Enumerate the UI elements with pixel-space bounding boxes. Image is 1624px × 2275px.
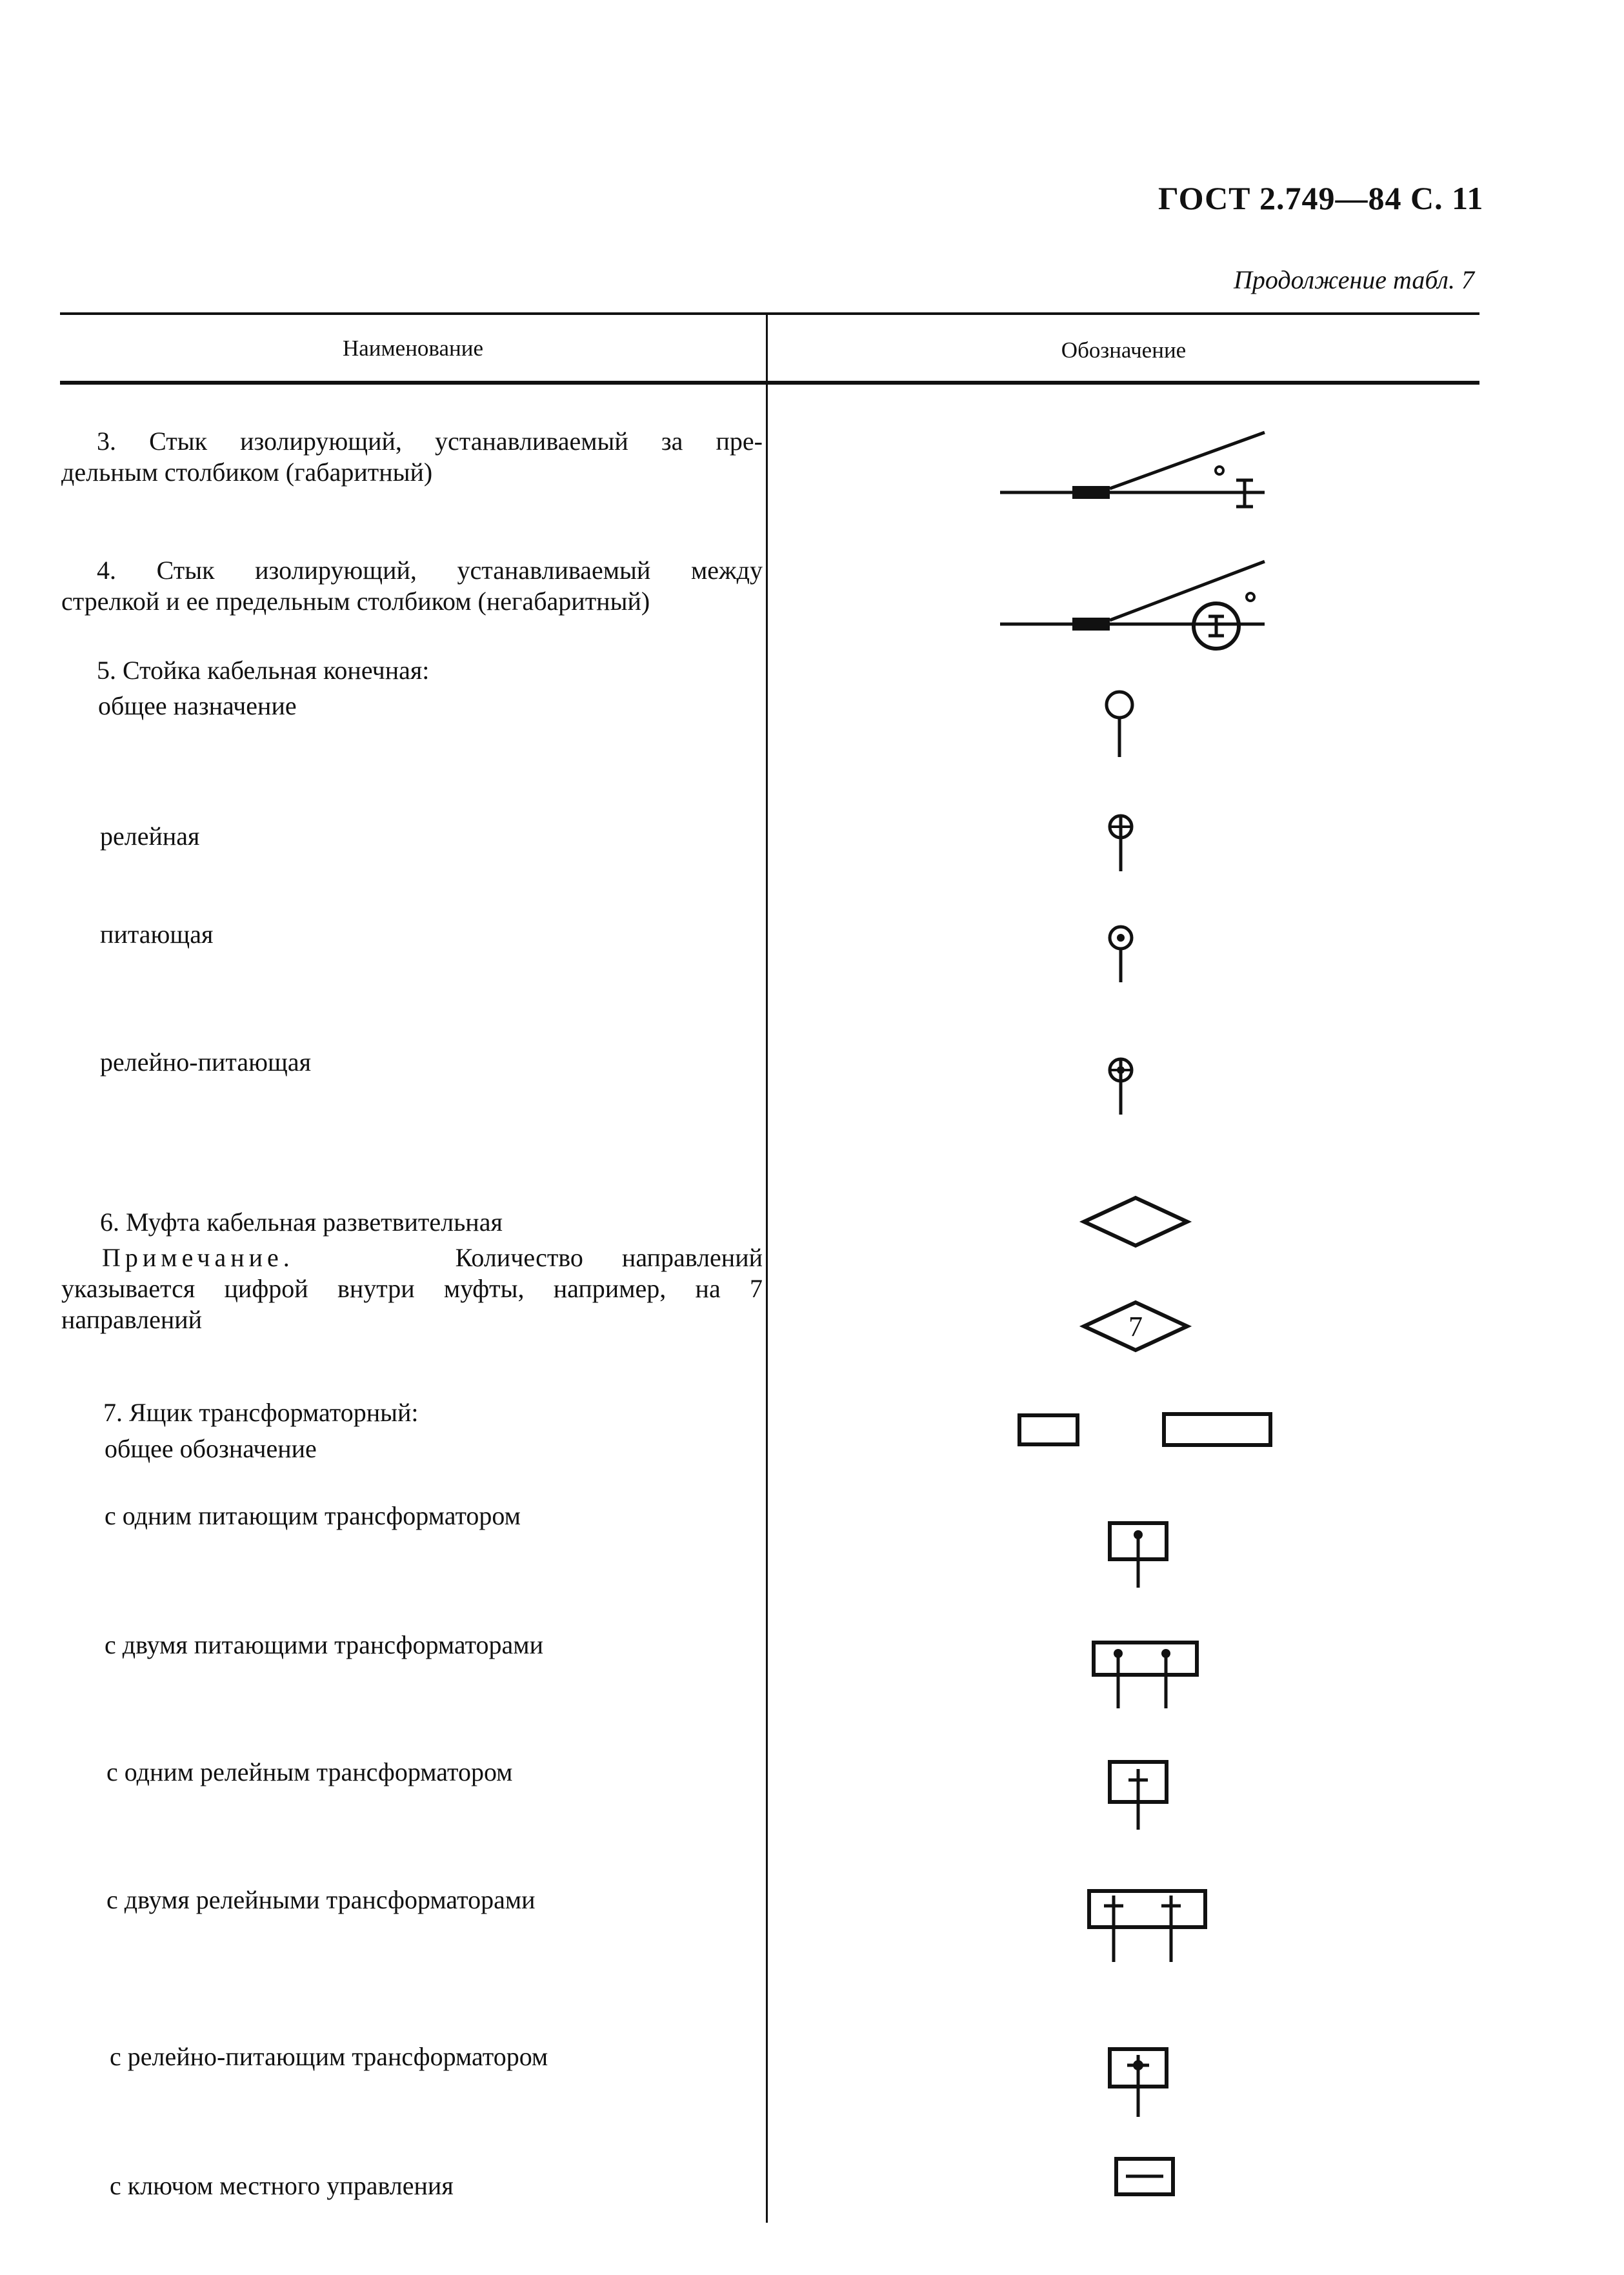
item-3-line-1: 3. Стык изолирующий, устанавливаемый за пре- [97,427,763,456]
transformer-box-one-feed-symbol [1107,1520,1171,1591]
transformer-box-two-relay-symbol [1086,1888,1215,1965]
table-column-divider [766,312,768,2223]
item-7-local-key: с ключом местного управления [110,2171,454,2200]
item-7-title: 7. Ящик трансформаторный: [103,1398,419,1427]
transformer-box-general-symbol [1016,1409,1281,1454]
table-top-rule [60,312,1479,315]
item-4-line-1: 4. Стык изолирующий, устанавливаемый между [97,556,763,585]
cable-coupling-7-symbol [1081,1297,1190,1355]
transformer-box-relay-feed-symbol [1107,2046,1171,2120]
cable-post-relay-symbol [1105,812,1137,873]
column-header-name: Наименование [342,336,484,361]
item-3-line-2: дельным столбиком (габаритный) [61,458,433,487]
coupling-number: 7 [1128,1311,1143,1342]
item-4-line-2: стрелкой и ее предельным столбиком (негабаритный) [61,587,650,616]
note-line-3: направлений [61,1305,203,1334]
transformer-box-one-relay-symbol [1107,1759,1171,1833]
item-5-relay-feed: релейно-питающая [100,1047,311,1077]
cable-post-general-symbol [1100,687,1139,758]
item-7-general: общее обозначение [105,1434,317,1463]
cable-post-relay-feed-symbol [1105,1055,1137,1117]
item-7-one-feed: с одним питающим трансформатором [105,1501,521,1530]
cable-post-feed-symbol [1105,923,1137,984]
item-7-relay-feed: с релейно-питающим трансформатором [110,2042,548,2071]
item-5-relay: релейная [100,822,200,851]
item-5-general: общее назначение [98,691,297,720]
note-line-2: указывается цифрой внутри муфты, например, на 7 [61,1274,763,1303]
item-6-title: 6. Муфта кабельная разветвительная [100,1208,503,1237]
cable-coupling-symbol [1081,1193,1190,1251]
note-line-1 [102,1241,763,1275]
item-7-two-relay: с двумя релейными трансформаторами [106,1885,536,1914]
page-label: ГОСТ 2.749—84 С. 11 [1158,180,1484,216]
table-continuation: Продолжение табл. 7 [1233,265,1474,294]
item-5-title: 5. Стойка кабельная конечная: [97,656,430,685]
note-text-start: Количество направлений [455,1243,763,1272]
column-header-symbol: Обозначение [1061,338,1187,363]
note-label: Примечание. [102,1243,294,1272]
insulating-joint-clearance-symbol [1000,426,1271,516]
item-7-one-relay: с одним релейным трансформатором [106,1757,513,1786]
item-7-two-feed: с двумя питающими трансформаторами [105,1630,544,1659]
item-5-feed: питающая [100,920,214,949]
transformer-box-local-key-symbol [1113,2156,1178,2201]
table-header-rule [60,381,1479,385]
transformer-box-two-feed-symbol [1090,1639,1207,1710]
insulating-joint-non-clearance-symbol [1000,555,1271,658]
